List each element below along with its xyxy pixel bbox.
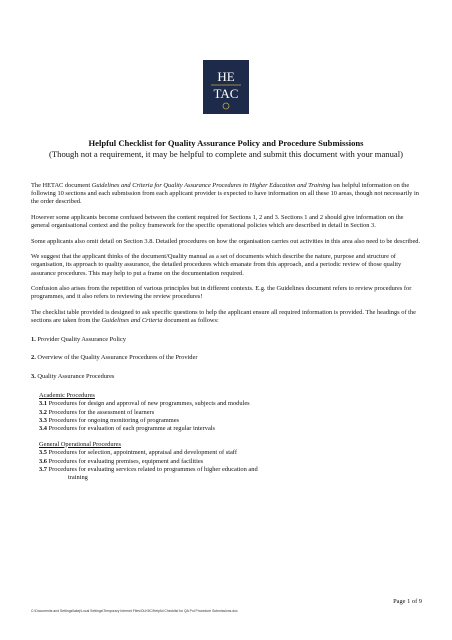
group-heading: General Operational Procedures <box>39 440 121 448</box>
general-operational-group <box>39 441 423 482</box>
logo-text-top: HE <box>217 69 235 84</box>
title-heading: Helpful Checklist for Quality Assurance Policy and Procedure Submissions <box>88 138 364 148</box>
list-item: 3.2 Procedures for the assessment of learners <box>39 408 155 416</box>
list-item: 2. Overview of the Quality Assurance Procedures of the Provider <box>31 354 198 362</box>
list-item: 3.5 Procedures for selection, appointment, appraisal and development of staff <box>39 449 237 457</box>
guidelines-title: Guidelines and Criteria for Quality Assurance Procedures in Higher Education and Training <box>91 182 331 189</box>
list-item: 3.7 Procedures for evaluating services related to programmes of higher education and <box>39 465 258 473</box>
list-item: 1. Provider Quality Assurance Policy <box>31 335 126 343</box>
paragraph-confusion: However some applicants become confused between the content required for Sections 1, 2 and 3. Sections 1 and 2 should give information on the general organisational context and the policy framework for the specific operational policies which are described in detail in Section 3. <box>31 213 404 229</box>
list-item: 3.6 Procedures for evaluating premises, equipment and facilities <box>39 457 204 465</box>
file-path: C:\Documents and Settings\lakej\Local Settings\Temporary Internet Files\OLK5C\Helpful Checklist for QA Pol Procedure Submissions.doc <box>31 609 238 613</box>
list-item: 3.3 Procedures for ongoing monitoring of programmes <box>39 416 180 424</box>
list-item: 3.1 Procedures for design and approval of new programmes, subjects and modules <box>39 400 250 408</box>
paragraph-checklist: The checklist table provided is designed to ask specific questions to help the applicant ensure all required information is provided. The headings of the sections are taken from the Guidelines and Criteria document as follows: <box>31 309 416 325</box>
document-body <box>31 182 423 490</box>
document-title <box>20 138 432 160</box>
list-item-continuation: training <box>68 473 88 481</box>
paragraph-omit: Some applicants also omit detail on Section 3.8. Detailed procedures on how the organisation carries out activities in this area also need to be described. <box>31 237 421 245</box>
list-item: 3. Quality Assurance Procedures <box>31 373 115 381</box>
academic-procedures-group <box>39 392 423 433</box>
list-item: 3.4 Procedures for evaluation of each programme at regular intervals <box>39 424 216 432</box>
paragraph-repetition: Confusion also arises from the repetition of various principles but in different contexts. E.g. the Guidelines document refers to review procedures for programmes, and it also refers to reviewing the review procedures! <box>31 285 412 301</box>
title-subheading: (Though not a requirement, it may be helpful to complete and submit this document with your manual) <box>49 149 403 159</box>
paragraph-intro: The HETAC document Guidelines and Criteria for Quality Assurance Procedures in Higher Education and Training has helpful information on the following 10 sections and each submission from each applicant provider is expected to have information on all these 10 areas, though not necessarily in the order described. <box>31 182 419 206</box>
hetac-logo <box>203 60 249 114</box>
group-heading: Academic Procedures <box>39 391 95 399</box>
page-number: Page 1 of 9 <box>393 598 422 605</box>
logo-text-bottom: TAC <box>213 86 239 101</box>
paragraph-suggest: We suggest that the applicant thinks of the document/Quality manual as a set of documents which describe the nature, purpose and structure of organisation, its approach to quality assurance, the detailed procedures which emanate from this approach, and a periodic review of those quality assurance procedures. This may help to put a frame on the documentation required. <box>31 253 402 277</box>
